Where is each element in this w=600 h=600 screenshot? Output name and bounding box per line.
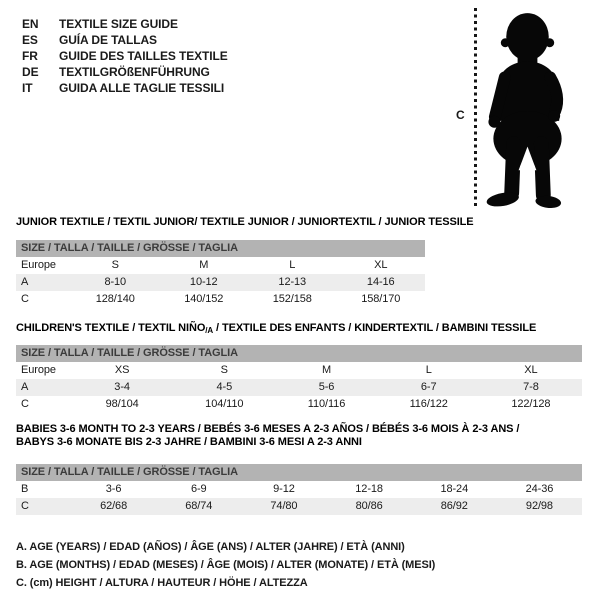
language-row-fr xyxy=(22,48,228,64)
table-cell: 104/110 xyxy=(205,398,244,410)
language-row-en xyxy=(22,16,228,32)
table-cell: M xyxy=(321,364,332,376)
babies-table-title xyxy=(16,423,519,449)
language-row-it xyxy=(22,80,228,96)
table-cell: 110/116 xyxy=(307,398,346,410)
footnote-a: A. AGE (YEARS) / EDAD (AÑOS) / ÂGE (ANS) / ALTER (JAHRE) / ETÀ (ANNI) xyxy=(16,541,405,553)
table-cell: 3-4 xyxy=(114,381,130,393)
table-cell: 5-6 xyxy=(318,381,335,393)
language-title: TEXTILGRÖßENFÜHRUNG xyxy=(59,65,210,79)
size-header-bar: SIZE / TALLA / TAILLE / GRÖSSE / TAGLIA xyxy=(16,464,582,481)
footnotes xyxy=(16,538,435,592)
table-cell: 6-9 xyxy=(190,483,207,495)
language-title: GUÍA DE TALLAS xyxy=(59,33,157,47)
table-row-age-years xyxy=(16,379,582,396)
table-cell: 18-24 xyxy=(440,483,469,495)
footnote-b: B. AGE (MONTHS) / EDAD (MESES) / ÂGE (MOIS) / ALTER (MONATE) / ETÀ (MESI) xyxy=(16,559,436,571)
row-label: Europe xyxy=(21,259,56,271)
table-cell: XS xyxy=(114,364,130,376)
table-cell: 74/80 xyxy=(270,500,298,512)
table-cell: 8-10 xyxy=(104,276,127,288)
height-measure-dotted-line xyxy=(474,8,477,209)
babies-table xyxy=(16,464,582,515)
size-header-bar: SIZE / TALLA / TAILLE / GRÖSSE / TAGLIA xyxy=(16,240,425,257)
table-cell: XL xyxy=(524,364,538,376)
size-header-bar: SIZE / TALLA / TAILLE / GRÖSSE / TAGLIA xyxy=(16,345,582,362)
children-title-post: / TEXTILE DES ENFANTS / KINDERTEXTIL / BAMBINI TESSILE xyxy=(213,322,537,334)
table-cell: 158/170 xyxy=(361,293,401,305)
table-cell: 152/158 xyxy=(272,293,312,305)
row-label: A xyxy=(21,276,29,288)
row-label: B xyxy=(21,483,29,495)
language-title: GUIDE DES TAILLES TEXTILE xyxy=(59,49,228,63)
babies-title-line1: BABIES 3-6 MONTH TO 2-3 YEARS / BEBÉS 3-6 MESES A 2-3 AÑOS / BÉBÉS 3-6 MOIS À 2-3 ANS / xyxy=(16,423,520,435)
table-cell: S xyxy=(111,259,119,271)
children-table-title xyxy=(16,322,536,337)
row-label: A xyxy=(21,381,29,393)
table-cell: 80/86 xyxy=(355,500,383,512)
table-cell: 12-13 xyxy=(278,276,307,288)
table-row-europe xyxy=(16,362,582,379)
language-code: DE xyxy=(22,65,39,79)
language-row-es xyxy=(22,32,228,48)
language-title: TEXTILE SIZE GUIDE xyxy=(59,17,178,31)
table-cell: 14-16 xyxy=(366,276,395,288)
table-cell: 68/74 xyxy=(185,500,213,512)
table-cell: 24-36 xyxy=(525,483,554,495)
row-label: Europe xyxy=(21,364,56,376)
table-cell: 7-8 xyxy=(523,381,539,393)
table-row-age-years xyxy=(16,274,425,291)
babies-title-line2: BABYS 3-6 MONATE BIS 2-3 JAHRE / BAMBINI 3-6 MESI A 2-3 ANNI xyxy=(16,436,362,448)
language-code: EN xyxy=(22,17,39,31)
language-code: ES xyxy=(22,33,38,47)
table-cell: 62/68 xyxy=(100,500,128,512)
row-label: C xyxy=(21,293,29,305)
table-cell: 86/92 xyxy=(440,500,468,512)
table-cell: 128/140 xyxy=(95,293,135,305)
language-code: IT xyxy=(22,81,33,95)
footnote-c: C. (cm) HEIGHT / ALTURA / HAUTEUR / HÖHE / ALTEZZA xyxy=(16,577,308,589)
table-cell: 116/122 xyxy=(409,398,448,410)
children-title-pre: CHILDREN'S TEXTILE / TEXTIL NIÑO xyxy=(16,322,206,334)
language-code: FR xyxy=(22,49,38,63)
junior-table xyxy=(16,240,425,308)
children-title-sub: /A xyxy=(205,326,214,335)
children-table xyxy=(16,345,582,413)
language-row-de xyxy=(22,64,228,80)
table-cell: 10-12 xyxy=(189,276,218,288)
table-cell: 92/98 xyxy=(525,500,553,512)
table-cell: L xyxy=(425,364,432,376)
table-row-age-months xyxy=(16,481,582,498)
junior-table-title: JUNIOR TEXTILE / TEXTIL JUNIOR/ TEXTILE JUNIOR / JUNIORTEXTIL / JUNIOR TESSILE xyxy=(16,216,474,228)
table-cell: 3-6 xyxy=(105,483,122,495)
row-label: C xyxy=(21,500,29,512)
language-title: GUIDA ALLE TAGLIE TESSILI xyxy=(59,81,225,95)
table-row-height-cm xyxy=(16,291,425,308)
table-cell: 4-5 xyxy=(216,381,233,393)
table-cell: 9-12 xyxy=(273,483,295,495)
table-cell: S xyxy=(220,364,228,376)
language-list xyxy=(22,16,228,96)
table-cell: XL xyxy=(374,259,388,271)
table-cell: L xyxy=(289,259,296,271)
row-label: C xyxy=(21,398,29,410)
table-cell: 6-7 xyxy=(420,381,437,393)
height-measure-label: C xyxy=(456,108,465,122)
table-cell: 122/128 xyxy=(511,398,551,410)
table-row-height-cm xyxy=(16,498,582,515)
table-row-height-cm xyxy=(16,396,582,413)
table-row-europe xyxy=(16,257,425,274)
table-cell: M xyxy=(199,259,209,271)
table-cell: 140/152 xyxy=(184,293,224,305)
table-cell: 98/104 xyxy=(105,398,139,410)
table-cell: 12-18 xyxy=(355,483,383,495)
toddler-silhouette-icon xyxy=(483,10,572,208)
